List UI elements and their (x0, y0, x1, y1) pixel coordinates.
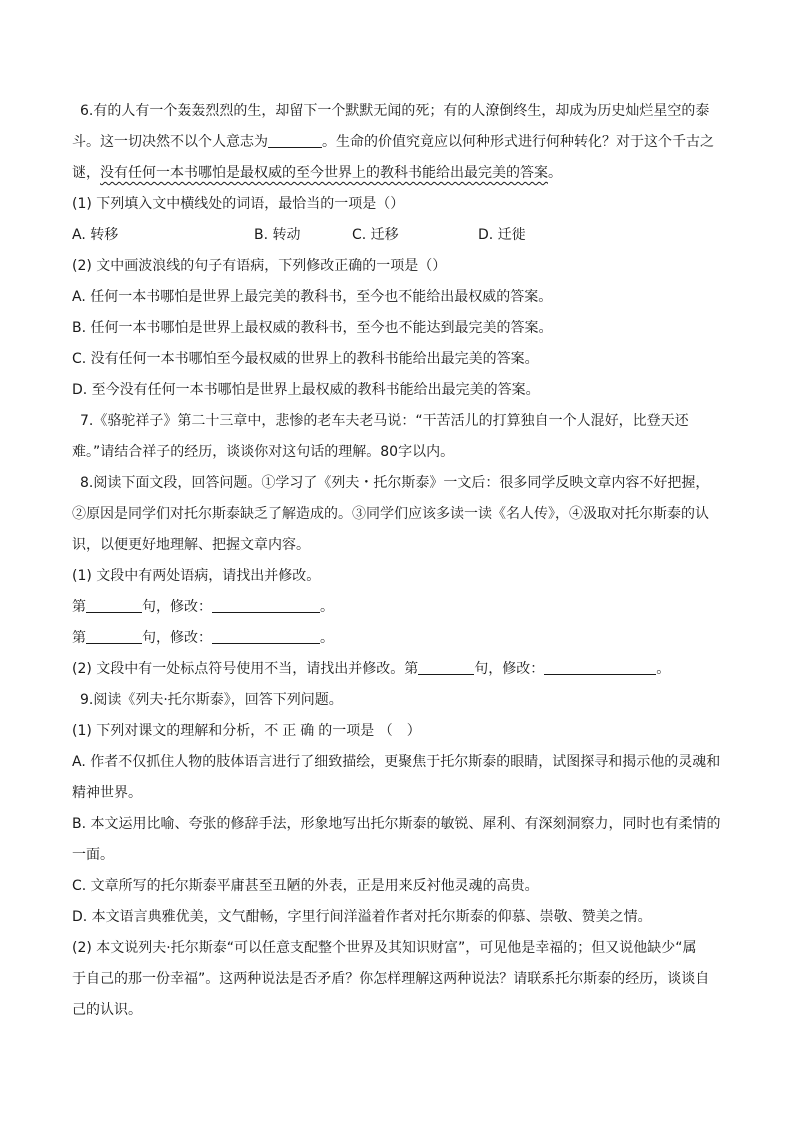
q7-stem-line-2: 难。”请结合祥子的经历，谈谈你对这句话的理解。80字以内。 (72, 444, 455, 460)
wavy-underlined-sentence: 没有任何一本书哪怕是最权威的至今世界上的教科书能给出最完美的答案 (100, 165, 548, 181)
exam-page (72, 96, 722, 1026)
option-c[interactable]: C. 迁移 (352, 227, 399, 243)
q9-sub1-text: 的一项是 （ ） (318, 723, 421, 739)
option-a[interactable]: A. 作者不仅抓住人物的肢体语言进行了细致描绘，更聚焦于托尔斯泰的眼睛，试图探寻和揭示他的灵魂和 (72, 754, 721, 770)
fill-label: 第 (72, 599, 86, 615)
option-b-continued[interactable]: 一面。 (72, 847, 114, 863)
option-a[interactable]: A. 任何一本书哪怕是世界上最完美的教科书，至今也不能给出最权威的答案。 (72, 289, 553, 305)
option-c[interactable]: C. 没有任何一本书哪怕至今最权威的世界上的教科书能给出最完美的答案。 (72, 351, 539, 367)
q6-sub1-options (72, 220, 722, 251)
sentence-number-blank[interactable] (86, 628, 142, 644)
question-8 (72, 468, 722, 685)
option-b[interactable]: B. 任何一本书哪怕是世界上最权威的教科书，至今也不能达到最完美的答案。 (72, 320, 553, 336)
fill-label: 句，修改： (142, 599, 212, 615)
q8-stem-line-1 (72, 468, 722, 499)
sentence-number-blank[interactable] (86, 597, 142, 613)
option-d[interactable]: D. 迁徙 (478, 227, 526, 243)
question-6 (72, 96, 722, 406)
fill-label: 。 (320, 630, 334, 646)
q8-sub2-text: (2) 文段中有一处标点符号使用不当，请找出并修改。第 (72, 661, 419, 677)
q6-sub-question-2: (2) 文中画波浪线的句子有语病，下列修改正确的一项是（） (72, 258, 447, 274)
q6-stem-line-1: 6.有的人有一个轰轰烈烈的生，却留下一个默默无闻的死；有的人潦倒终生，却成为历史灿烂星空的泰 (80, 103, 710, 119)
q9-sub-question-2-line-3: 己的认识。 (72, 1002, 142, 1018)
q6-sub-question-1: (1) 下列填入文中横线处的词语，最恰当的一项是（） (72, 196, 405, 212)
fill-label: 第 (72, 630, 86, 646)
option-d[interactable]: D. 本文语言典雅优美，文气酣畅，字里行间洋溢着作者对托尔斯泰的仰慕、崇敬、赞美之情。 (72, 909, 652, 925)
q6-stem-text: 。 (548, 165, 562, 181)
fill-label: 。 (320, 599, 334, 615)
option-a[interactable]: A. 转移 (72, 227, 119, 243)
q8-sub-question-1: (1) 文段中有两处语病，请找出并修改。 (72, 568, 321, 584)
question-7 (72, 406, 722, 468)
q8-passage-line-3: 识，以便更好地理解、把握文章内容。 (72, 537, 310, 553)
q8-passage-line-2: ②原因是同学们对托尔斯泰缺乏了解造成的。③同学们应该多读一读《名人传》，④汲取对托尔斯泰的认 (72, 506, 709, 522)
q9-sub-question-2-line-2: 于自己的那一份幸福”。这两种说法是否矛盾？你怎样理解这两种说法？请联系托尔斯泰的经历，谈谈自 (72, 971, 710, 987)
q6-stem-text: 斗。这一切决然不以个人意志为 (72, 134, 268, 150)
q9-sub-question-2-line-1: (2) 本文说列夫·托尔斯泰“可以任意支配整个世界及其知识财富”，可见他是幸福的；但又说他缺少“属 (72, 940, 697, 956)
option-b[interactable]: B. 本文运用比喻、夸张的修辞手法，形象地写出托尔斯泰的敏锐、犀利、有深刻洞察力，同时也有柔情的 (72, 816, 721, 832)
q8-passage-text: ①学习了《列夫・托尔斯泰》一文后：很多同学反映文章内容不好把握， (261, 475, 710, 491)
q8-stem-text: 8.阅读下面文段，回答问题。 (80, 475, 262, 491)
answer-blank[interactable] (268, 132, 322, 148)
revision-blank[interactable] (544, 659, 656, 675)
q6-stem-text: 谜， (72, 165, 100, 181)
q9-sub-question-1 (72, 716, 722, 747)
q9-sub1-text: (1) 下列对课文的理解和分析， (72, 723, 265, 739)
q9-stem: 9.阅读《列夫·托尔斯泰》，回答下列问题。 (80, 692, 343, 708)
option-a-continued[interactable]: 精神世界。 (72, 785, 142, 801)
q6-stem-line-2 (72, 127, 722, 158)
sentence-number-blank[interactable] (418, 659, 474, 675)
fill-label: 句，修改： (474, 661, 545, 677)
fill-label: 。 (656, 661, 671, 677)
q8-fill-row-2 (72, 623, 722, 654)
emphasized-not-correct: 不正确 (264, 723, 319, 739)
revision-blank[interactable] (212, 628, 320, 644)
fill-label: 句，修改： (142, 630, 212, 646)
option-d[interactable]: D. 至今没有任何一本书哪怕是世界上最权威的教科书能给出最完美的答案。 (72, 382, 540, 398)
option-c[interactable]: C. 文章所写的托尔斯泰平庸甚至丑陋的外表，正是用来反衬他灵魂的高贵。 (72, 878, 539, 894)
q6-stem-line-3 (72, 158, 722, 189)
q8-sub-question-2 (72, 654, 722, 685)
revision-blank[interactable] (212, 597, 320, 613)
q6-stem-text: 。生命的价值究竟应以何种形式进行何种转化？对于这个千古之 (322, 134, 714, 150)
q7-stem-line-1: 7.《骆驼祥子》第二十三章中，悲惨的老车夫老马说：“干苦活儿的打算独自一个人混好，比登天还 (80, 413, 689, 429)
option-b[interactable]: B. 转动 (254, 227, 301, 243)
question-9 (72, 685, 722, 1026)
q8-fill-row-1 (72, 592, 722, 623)
